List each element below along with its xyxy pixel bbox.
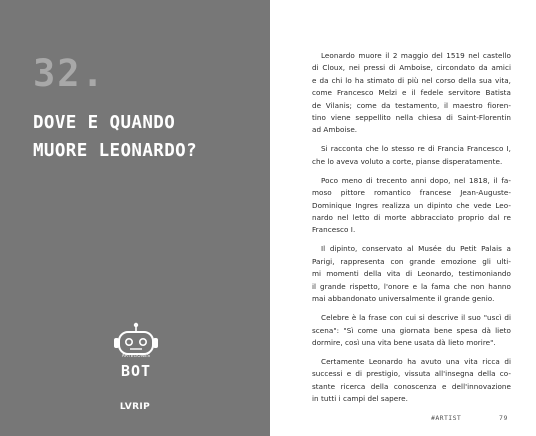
text-line: tino viene seppellito nella chiesa di Saint-Florentin: [312, 113, 511, 123]
text-line: di Cloux, nei pressi di Amboise, circondato da amici: [312, 63, 511, 73]
text-line: stante ricerca della conoscenza e dell'innovazione: [312, 381, 511, 391]
question-heading: [33, 109, 265, 165]
text-line: successi e di prestigio, vissuta all'insegna della co-: [312, 369, 511, 379]
text-line: come Francesco Melzi e il fedele servitore Batista: [312, 88, 511, 98]
text-line: scena": "Sì come una giornata bene spesa dà lieto: [312, 325, 511, 335]
body-text: [303, 50, 511, 412]
text-line: moso pittore romantico francese Jean-Auguste-: [312, 188, 511, 198]
paragraph: [303, 143, 511, 168]
text-line: Leonardo muore il 2 maggio del 1519 nel castello: [321, 51, 511, 60]
text-line: Francesco I.: [312, 225, 356, 235]
text-line: il grande rispetto, l'onore e la fama che non hanno: [312, 281, 511, 291]
text-line: Parigi, rappresenta con grande emozione gli ulti-: [312, 256, 511, 266]
paragraph: [303, 175, 511, 237]
paragraph: [303, 356, 511, 406]
text-line: Poco meno di trecento anni dopo, nel 1818, il fa-: [321, 175, 511, 185]
publisher-label: LVRIP: [119, 402, 151, 412]
question-number: 32.: [33, 52, 106, 95]
logo-wordmark: BOT: [120, 362, 152, 380]
text-line: de Vilanis; come da testamento, il maestro fioren-: [312, 100, 511, 110]
text-line: nardo nel letto di morte abbracciato proprio dal re: [312, 213, 511, 223]
text-line: e da chi lo ha stimato di più nel corso della sua vita,: [312, 75, 511, 85]
paragraph: [303, 243, 511, 305]
text-line: che lo aveva voluto a corte, pianse disperatamente.: [312, 156, 503, 166]
text-line: Celebre è la frase con cui si descrive il suo "uscì di: [321, 313, 511, 323]
text-line: ad Amboise.: [312, 125, 358, 135]
text-line: Il dipinto, conservato al Musée du Petit Palais a: [321, 244, 511, 254]
heading-line: MUORE LEONARDO?: [33, 141, 198, 161]
text-line: Si racconta che lo stesso re di Francia Francesco I,: [321, 144, 511, 154]
text-line: Certamente Leonardo ha avuto una vita ricca di: [321, 356, 511, 366]
footer-tag: #ARTIST: [431, 414, 462, 422]
text-line: mai abbandonato universalmente il grande genio.: [312, 294, 495, 304]
paragraph: [303, 312, 511, 349]
text-line: dormire, così una vita bene usata dà lieto morire".: [312, 337, 496, 347]
text-line: in tutti i campi del sapere.: [312, 394, 408, 404]
text-line: Dominique Ingres realizza un dipinto che vede Leo-: [312, 200, 511, 210]
page-number: 79: [499, 414, 509, 422]
paragraph: [303, 50, 511, 137]
heading-line: DOVE E QUANDO: [33, 113, 176, 133]
logo-title: ARTEGONES: [121, 353, 151, 358]
text-line: mi momenti della vita di Leonardo, testimoniando: [312, 269, 511, 279]
